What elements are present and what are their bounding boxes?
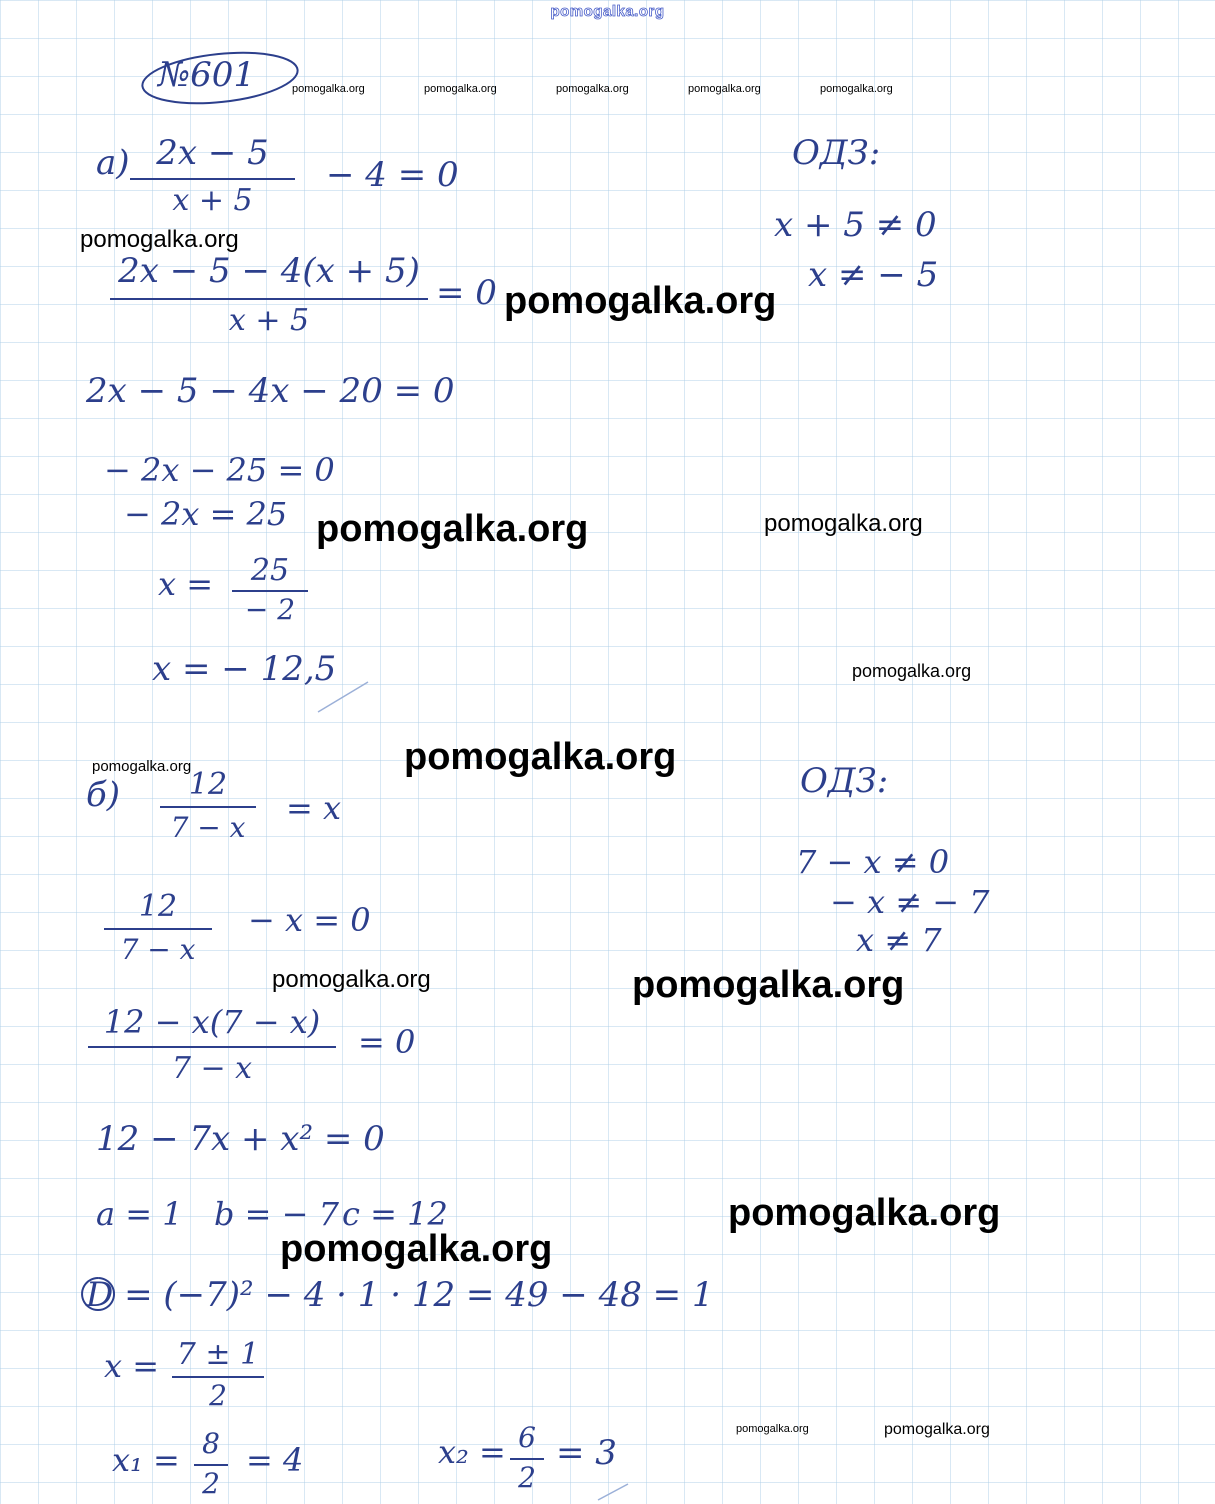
part-b-x2-lhs: x₂ = <box>438 1433 506 1471</box>
part-a-line-6-numerator: 25 <box>250 553 290 588</box>
part-b-x1-fraction <box>194 1428 228 1500</box>
part-b-x2-fraction <box>510 1422 544 1494</box>
part-a-eq1-denominator: x + 5 <box>172 183 253 218</box>
watermark: pomogalka.org <box>884 1421 990 1438</box>
part-b-eq1-denominator: 7 − x <box>170 811 246 844</box>
part-b-odz-2: − x ≠ − 7 <box>830 883 990 921</box>
part-a-odz-title: ОДЗ: <box>792 133 881 173</box>
part-b-discriminant: D = (−7)² − 4 · 1 · 12 = 49 − 48 = 1 <box>86 1275 714 1315</box>
part-a-eq2-rest: = 0 <box>436 273 497 313</box>
problem-number: №601 <box>158 55 256 95</box>
part-b-x2-rest: = 3 <box>556 1433 617 1473</box>
watermark: pomogalka.org <box>764 510 923 537</box>
part-b-eq2-rest: − x = 0 <box>248 901 371 939</box>
watermark: pomogalka.org <box>632 964 905 1006</box>
part-a-fraction-1 <box>130 134 295 218</box>
part-a-line-7: x = − 12,5 <box>152 649 337 689</box>
part-b-coef-c: c = 12 <box>342 1195 448 1233</box>
part-a-line-6-denominator: − 2 <box>244 593 296 626</box>
part-a-label: а) <box>96 143 130 183</box>
watermark: pomogalka.org <box>852 661 972 681</box>
watermark: pomogalka.org <box>688 83 761 95</box>
part-a-line-4: − 2x − 25 = 0 <box>104 451 335 489</box>
part-a-line-6-lhs: x = <box>158 565 214 603</box>
header-watermark[interactable]: pomogalka.org <box>550 3 665 20</box>
part-a-line-5: − 2x = 25 <box>124 495 288 533</box>
part-b-fraction-3 <box>88 1000 336 1088</box>
watermark: pomogalka.org <box>272 966 431 993</box>
watermark: pomogalka.org <box>504 280 777 322</box>
part-b-eq2-numerator: 12 <box>138 889 178 924</box>
watermark: pomogalka.org <box>556 83 629 95</box>
part-b-eq1-numerator: 12 <box>188 767 228 802</box>
part-b-eq1-rest: = x <box>286 789 342 827</box>
part-b-eq2-denominator: 7 − x <box>120 933 196 966</box>
part-b-odz-title: ОДЗ: <box>800 761 889 801</box>
part-b-root-fraction <box>172 1336 264 1416</box>
part-a-eq1-rest: − 4 = 0 <box>326 155 459 195</box>
part-b-eq3-denominator: 7 − x <box>171 1051 253 1086</box>
part-b-label: б) <box>86 775 121 815</box>
part-a-eq2-numerator: 2x − 5 − 4(x + 5) <box>118 251 420 291</box>
part-b-coef-a: a = 1 <box>96 1195 183 1233</box>
part-a-line-3: 2x − 5 − 4x − 20 = 0 <box>86 371 455 411</box>
part-b-odz-1: 7 − x ≠ 0 <box>796 843 950 881</box>
watermark: pomogalka.org <box>92 758 192 775</box>
part-a-fraction-2 <box>110 246 428 344</box>
watermark: pomogalka.org <box>80 226 239 253</box>
watermark: pomogalka.org <box>316 508 589 550</box>
part-a-odz-2: x ≠ − 5 <box>808 255 939 295</box>
part-b-root-denominator: 2 <box>209 1379 227 1412</box>
part-b-x1-denominator: 2 <box>202 1467 220 1500</box>
part-b-fraction-1 <box>160 764 256 846</box>
part-b-x1-lhs: x₁ = <box>112 1441 180 1479</box>
part-b-x2-numerator: 6 <box>518 1421 536 1454</box>
watermark: pomogalka.org <box>404 736 677 778</box>
watermark: pomogalka.org <box>424 83 497 95</box>
part-a-odz-1: x + 5 ≠ 0 <box>774 205 937 245</box>
watermark: pomogalka.org <box>292 83 365 95</box>
part-a-fraction-3 <box>232 552 308 628</box>
part-b-eq3-rest: = 0 <box>358 1023 416 1061</box>
watermark: pomogalka.org <box>280 1228 553 1270</box>
part-b-x2-denominator: 2 <box>518 1461 536 1494</box>
part-b-odz-3: x ≠ 7 <box>856 921 942 959</box>
part-a-eq2-denominator: x + 5 <box>228 303 310 338</box>
part-b-line-4: 12 − 7x + x² = 0 <box>96 1119 385 1159</box>
part-b-x1-rest: = 4 <box>246 1441 304 1479</box>
part-b-root-numerator: 7 ± 1 <box>176 1337 260 1372</box>
check-mark-b <box>598 1484 628 1500</box>
part-b-fraction-2 <box>104 886 212 968</box>
part-a-eq1-numerator: 2x − 5 <box>156 133 269 173</box>
watermark: pomogalka.org <box>736 1423 809 1435</box>
part-b-x1-numerator: 8 <box>202 1427 220 1460</box>
part-b-coef-b: b = − 7 <box>214 1195 339 1233</box>
part-b-eq3-numerator: 12 − x(7 − x) <box>103 1003 321 1041</box>
part-b-root-lhs: x = <box>104 1347 160 1385</box>
watermark: pomogalka.org <box>820 83 893 95</box>
watermark: pomogalka.org <box>728 1192 1001 1234</box>
